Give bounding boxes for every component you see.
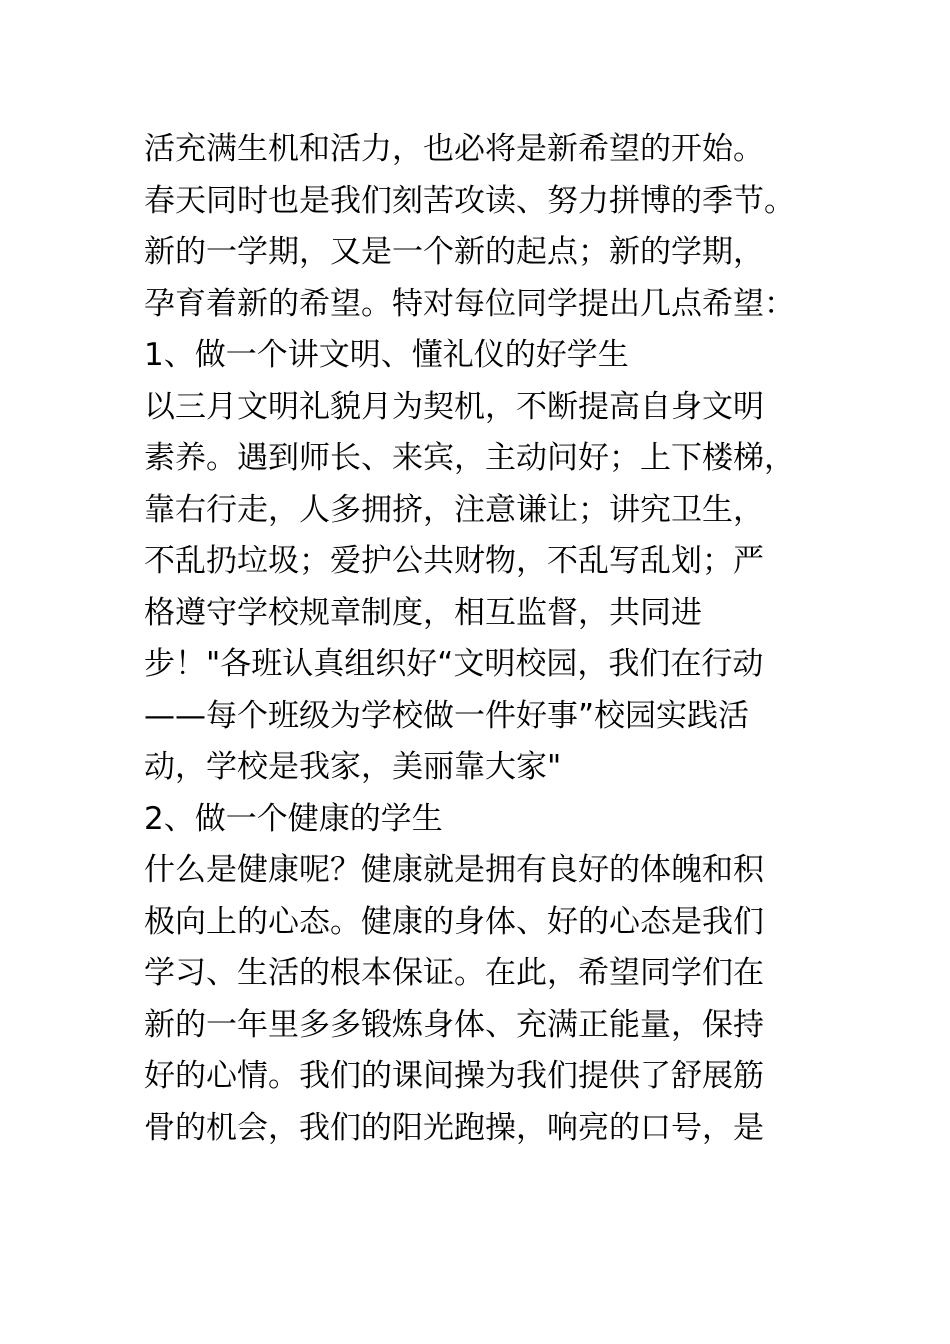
text-line: 活充满生机和活力，也必将是新希望的开始。 bbox=[144, 131, 764, 167]
text-line: 动，学校是我家，美丽靠大家" bbox=[144, 749, 562, 785]
body-text bbox=[144, 124, 814, 1154]
text-line: 孕育着新的希望。特对每位同学提出几点希望： bbox=[144, 285, 795, 322]
text-line: 不乱扔垃圾；爱护公共财物，不乱写乱划；严 bbox=[144, 543, 764, 579]
section-heading-1: 1、做一个讲文明、懂礼仪的好学生 bbox=[144, 337, 629, 373]
text-line: 什么是健康呢？健康就是拥有良好的体魄和积 bbox=[144, 852, 764, 888]
text-line: 新的一年里多多锻炼身体、充满正能量，保持 bbox=[144, 1006, 764, 1043]
text-line: 春天同时也是我们刻苦攻读、努力拼博的季节。 bbox=[144, 182, 795, 219]
text-line: 学习、生活的根本保证。在此，希望同学们在 bbox=[144, 955, 764, 991]
section-heading-2: 2、做一个健康的学生 bbox=[144, 800, 443, 837]
text-line: ——每个班级为学校做一件好事”校园实践活 bbox=[144, 697, 750, 734]
text-line: 骨的机会，我们的阳光跑操，响亮的口号，是 bbox=[144, 1109, 764, 1146]
text-line: 新的一学期，又是一个新的起点；新的学期， bbox=[144, 234, 764, 270]
text-line: 以三月文明礼貌月为契机，不断提高自身文明 bbox=[144, 388, 764, 425]
text-line: 素养。遇到师长、来宾，主动问好；上下楼梯， bbox=[144, 440, 795, 476]
text-line: 格遵守学校规章制度，相互监督，共同进 bbox=[144, 594, 702, 631]
text-line: 步！"各班认真组织好“文明校园，我们在行动 bbox=[144, 646, 764, 682]
text-line: 靠右行走，人多拥挤，注意谦让；讲究卫生， bbox=[144, 491, 764, 528]
text-line: 极向上的心态。健康的身体、好的心态是我们 bbox=[144, 903, 764, 940]
text-line: 好的心情。我们的课间操为我们提供了舒展筋 bbox=[144, 1058, 764, 1094]
